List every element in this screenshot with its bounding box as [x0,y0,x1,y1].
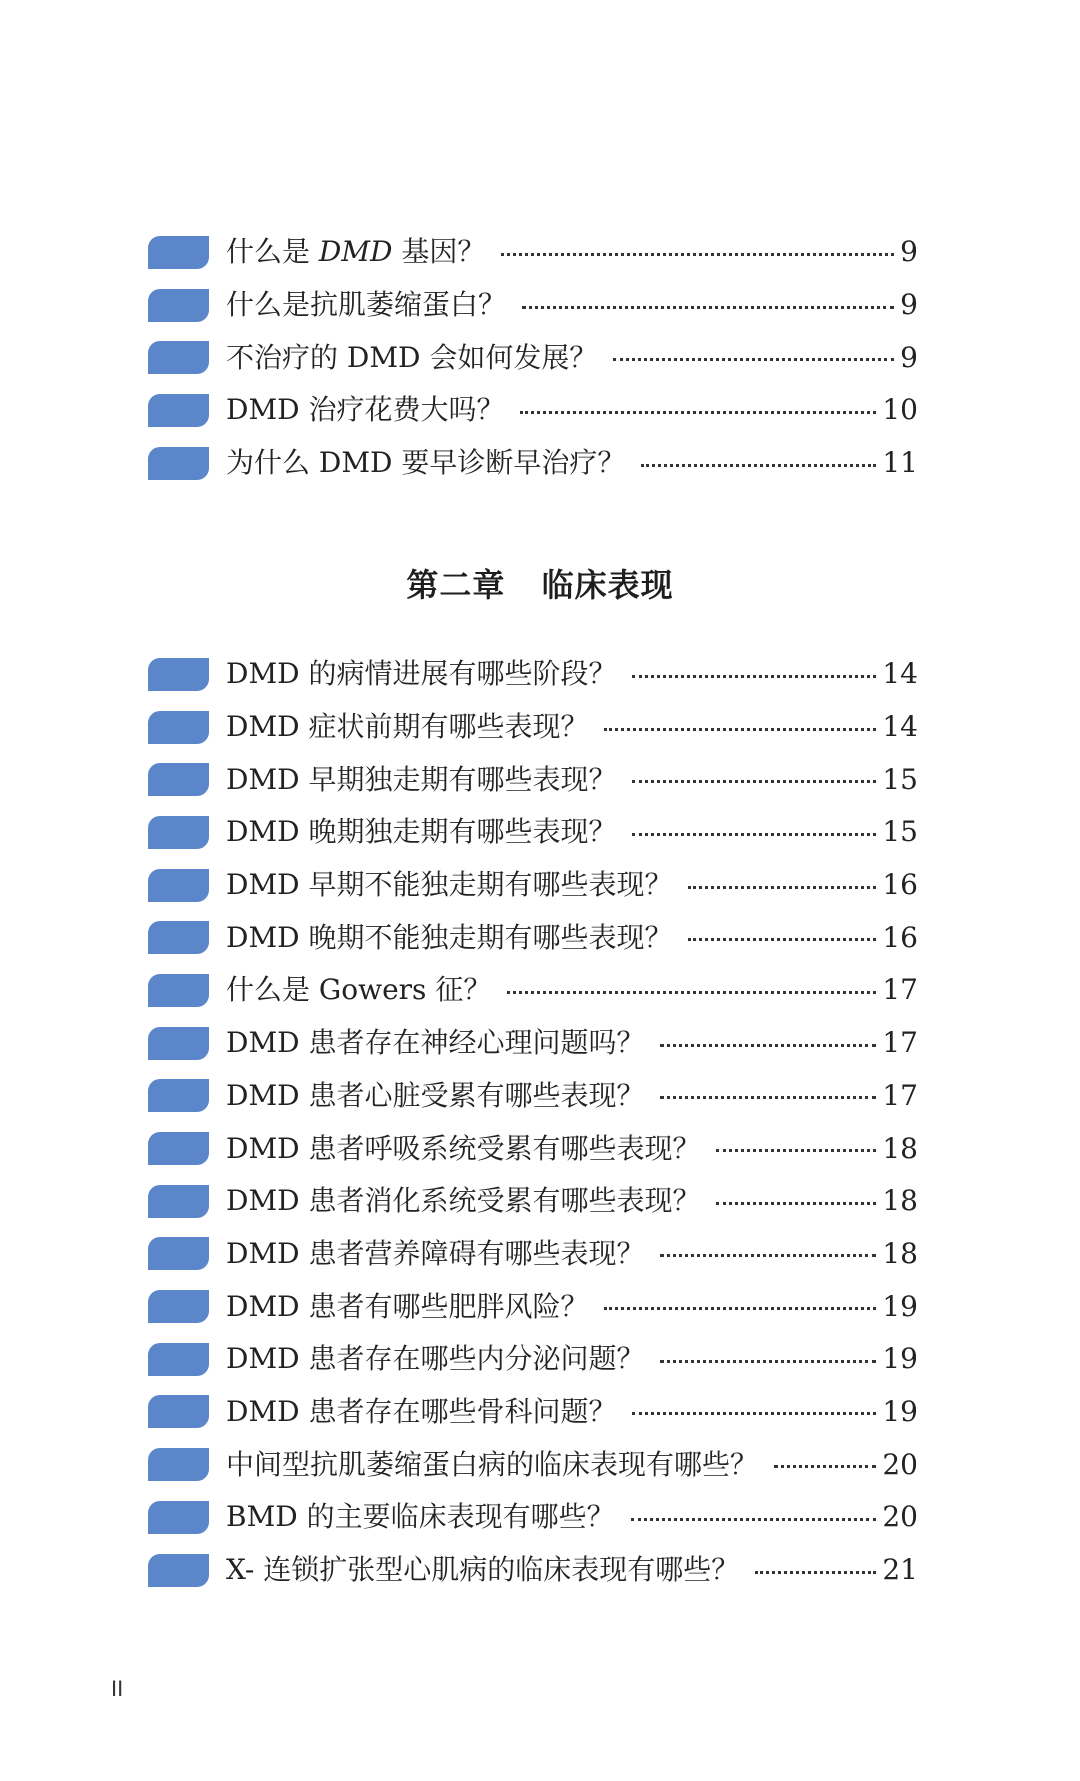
toc-entry[interactable] [148,859,918,912]
toc-page-number: 20 [882,1500,918,1534]
bullet-marker [148,1079,209,1112]
toc-entry-title: DMD 早期独走期有哪些表现？ [226,762,617,796]
toc-entry-title: X- 连锁扩张型心肌病的临床表现有哪些？ [226,1553,740,1587]
dot-leader [660,1254,876,1257]
bullet-marker [148,341,209,374]
toc-entry-title: 什么是抗肌萎缩蛋白？ [226,288,507,322]
toc-entry[interactable] [148,331,918,384]
toc-page-number: 19 [882,1342,918,1376]
dot-leader [522,306,894,309]
dot-leader [632,1412,876,1415]
toc-entry[interactable] [148,226,918,279]
dot-leader [660,1096,876,1099]
toc-entry-title: DMD 患者存在哪些内分泌问题？ [226,1342,645,1376]
toc-entry-title: 中间型抗肌萎缩蛋白病的临床表现有哪些？ [226,1447,759,1481]
toc-page-number: 21 [882,1553,918,1587]
toc-entry[interactable] [148,1280,918,1333]
toc-entry[interactable] [148,1070,918,1123]
toc-entry[interactable] [148,1438,918,1491]
toc-page-number: 10 [882,393,918,427]
dot-leader [520,411,876,414]
toc-entry[interactable] [148,1491,918,1544]
toc-page-number: 16 [882,868,918,902]
bullet-marker [148,711,209,744]
toc-page-number: 15 [882,815,918,849]
bullet-marker [148,1185,209,1218]
toc-entry-title: DMD 患者存在神经心理问题吗？ [226,1026,645,1060]
bullet-marker [148,658,209,691]
bullet-marker [148,816,209,849]
dot-leader [632,833,876,836]
toc-entry[interactable] [148,964,918,1017]
bullet-marker [148,869,209,902]
toc-entry-title: DMD 患者呼吸系统受累有哪些表现？ [226,1131,701,1165]
bullet-marker [148,921,209,954]
toc-entry[interactable] [148,1175,918,1228]
toc-page-number: 17 [882,1026,918,1060]
toc-entry[interactable] [148,701,918,754]
toc-entry[interactable] [148,279,918,332]
dot-leader [716,1149,876,1152]
bullet-marker [148,1237,209,1270]
toc-page-number: 18 [882,1131,918,1165]
bullet-marker [148,1290,209,1323]
toc-entry-title: BMD 的主要临床表现有哪些？ [226,1500,615,1534]
toc-entry[interactable] [148,1017,918,1070]
toc-page-number: 19 [882,1289,918,1323]
dot-leader [604,728,876,731]
toc-entry[interactable] [148,806,918,859]
dot-leader [507,991,876,994]
toc-entry-title: DMD 症状前期有哪些表现？ [226,710,589,744]
toc-page-number: 14 [882,657,918,691]
dot-leader [501,253,894,256]
toc-entry[interactable] [148,1386,918,1439]
toc-entry-title: DMD 患者存在哪些骨科问题？ [226,1394,617,1428]
toc-entry-title: 不治疗的 DMD 会如何发展？ [226,340,598,374]
toc-entry-title: DMD 晚期不能独走期有哪些表现？ [226,920,673,954]
toc-entry[interactable] [148,437,918,490]
toc-entry-title: 什么是 Gowers 征？ [226,973,492,1007]
bullet-marker [148,1501,209,1534]
toc-entry[interactable] [148,648,918,701]
dot-leader [755,1571,876,1574]
page-folio: II [111,1676,124,1701]
dot-leader [641,464,876,467]
dot-leader [604,1307,876,1310]
toc-page-number: 15 [882,762,918,796]
bullet-marker [148,1395,209,1428]
toc-page-number: 18 [882,1184,918,1218]
toc-entry-title: DMD 患者有哪些肥胖风险？ [226,1289,589,1323]
toc-page-number: 16 [882,920,918,954]
bullet-marker [148,763,209,796]
toc-entry[interactable] [148,1333,918,1386]
toc-page-number: 9 [900,288,918,322]
toc-section-prev [148,226,918,489]
dot-leader [632,780,876,783]
bullet-marker [148,447,209,480]
toc-entry[interactable] [148,1122,918,1175]
dot-leader [660,1044,876,1047]
dot-leader [613,358,894,361]
toc-section-chapter-2 [148,648,918,1596]
toc-page-number: 19 [882,1394,918,1428]
toc-entry[interactable] [148,911,918,964]
toc-entry-title: DMD 治疗花费大吗？ [226,393,505,427]
chapter-heading: 第二章 临床表现 [406,566,674,604]
dot-leader [631,1518,877,1521]
toc-entry[interactable] [148,1228,918,1281]
bullet-marker [148,974,209,1007]
toc-entry-title: DMD 患者营养障碍有哪些表现？ [226,1236,645,1270]
dot-leader [660,1360,876,1363]
bullet-marker [148,236,209,269]
toc-page-number: 17 [882,1078,918,1112]
toc-entry-title: DMD 患者心脏受累有哪些表现？ [226,1078,645,1112]
dot-leader [774,1465,876,1468]
toc-entry[interactable] [148,753,918,806]
bullet-marker [148,1132,209,1165]
toc-page-number: 20 [882,1447,918,1481]
toc-page-number: 14 [882,710,918,744]
bullet-marker [148,1448,209,1481]
toc-page-number: 9 [900,340,918,374]
toc-entry-title: DMD 的病情进展有哪些阶段？ [226,657,617,691]
toc-entry-title: DMD 晚期独走期有哪些表现？ [226,815,617,849]
bullet-marker [148,289,209,322]
dot-leader [632,675,876,678]
toc-page-number: 11 [882,446,918,480]
bullet-marker [148,394,209,427]
toc-page-number: 17 [882,973,918,1007]
bullet-marker [148,1554,209,1587]
toc-entry-title: 为什么 DMD 要早诊断早治疗？ [226,446,626,480]
bullet-marker [148,1343,209,1376]
dot-leader [716,1202,876,1205]
toc-entry-title: DMD 早期不能独走期有哪些表现？ [226,868,673,902]
toc-page-number: 18 [882,1236,918,1270]
dot-leader [688,938,876,941]
toc-entry[interactable] [148,1544,918,1597]
toc-page-number: 9 [900,235,918,269]
toc-entry-title: 什么是 DMD 基因？ [226,235,486,269]
toc-entry[interactable] [148,384,918,437]
bullet-marker [148,1027,209,1060]
dot-leader [688,886,876,889]
toc-entry-title: DMD 患者消化系统受累有哪些表现？ [226,1184,701,1218]
